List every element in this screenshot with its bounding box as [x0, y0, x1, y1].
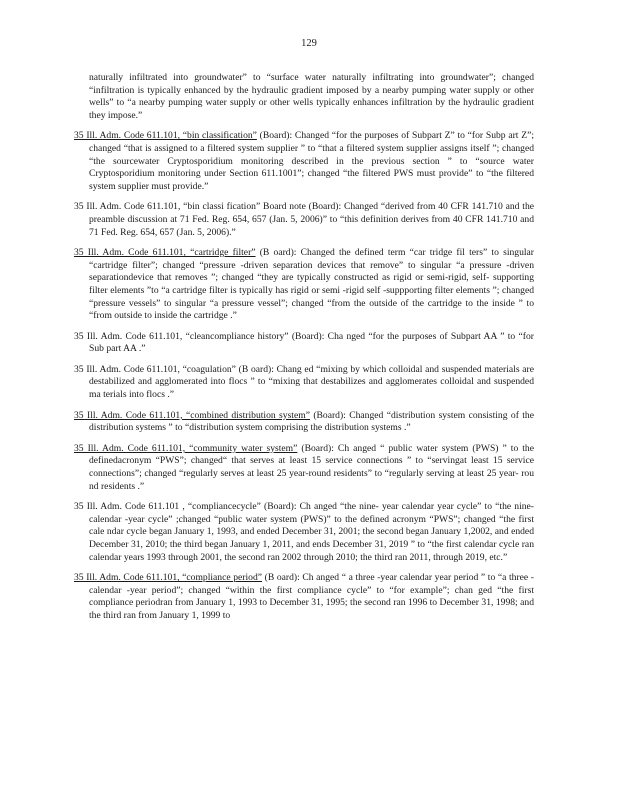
amendment-entry — [74, 201, 534, 239]
entry-text: (Board): Ch anged “ public water system (PWS) ” to the definedacronym “PWS”; changed“ that serves at least 15 service connections ” to “servingat least 15 service connections”; changed “regularly serves at least 25 year-round residents” to “regularly serving at least 25 year- rou nd residents .” — [89, 442, 534, 492]
page-content — [74, 72, 534, 631]
amendment-entry — [74, 443, 534, 493]
entry-citation: 35 Ill. Adm. Code 611.101, “compliance period” — [74, 572, 262, 584]
amendment-entries — [74, 130, 534, 622]
amendment-entry — [74, 247, 534, 323]
entry-text: (Board): Changed “distribution system consisting of the distribution systems ” to “distribution system comprising the distribution systems .” — [89, 409, 534, 434]
entry-citation: 35 Ill. Adm. Code 611.101, “bin classi fication” — [74, 201, 261, 213]
amendment-entry — [74, 130, 534, 193]
amendment-entry — [74, 501, 534, 564]
entry-text: (B oard): Chang ed “mixing by which colloidal and suspended materials are destabilized and agglomerated into flocs ” to “mixing that destabilizes and agglomerates colloidal and suspended ma terials into flocs .” — [89, 363, 534, 401]
entry-citation: 35 Ill. Adm. Code 611.101 , “compliancecycle” — [74, 501, 261, 513]
entry-text: (B oard): Changed the defined term “car tridge fil ters” to singular “cartridge filter”; changed “pressure -driven separation devices that remove” to singular “a pressure -driven separationdevice that removes ”; changed “they are typically constructed as rigid or semi-rigid, self- supporting filter elements ”to “a cartridge filter is typically has rigid or semi -rigid self -suppporting filter elements ”; changed “pressure vessels” to singular “a pressure vessel”; changed “from the outside of the cartridge to the inside ” to “from outside to inside the cartridge .” — [89, 247, 535, 322]
entry-text: (B oard): Ch anged “ a three -year calendar year period ” to “a three -calendar -year period”; changed “within the first compliance cycle” to “for example”; chan ged “the first compliance periodran from January 1, 1993 to December 31, 1995; the second ran 1996 to December 31, 1998; and the third ran from January 1, 1999 to — [89, 572, 534, 621]
entry-text: Board note (Board): Changed “derived from 40 CFR 141.710 and the preamble discussion at 71 Fed. Reg. 654, 657 (Jan. 5, 2006)” to “this definition derives from 40 CFR 141.710 and 71 Fed. Reg. 654, 657 (Jan. 5, 2006).” — [89, 201, 535, 238]
entry-text: (Board): Ch anged “the nine- year calendar year cycle” to “the nine- calendar -year cycle” ;changed “public water system (PWS)” to the defined acronym “PWS”; changed “the first cale ndar cycle began January 1, 1993, and ended December 31, 2001; the second began January 1,2002, and ended December 31, 2010; the third began January 1, 2011, and ends December 31, 2019 ” to “the first calendar cycle ran calendar years 1993 through 2001, the second ran 2002 through 2010; the third ran 2011, through 2019, etc.” — [89, 501, 534, 563]
amendment-entry — [74, 572, 534, 622]
entry-text: (Board): Cha nged “for the purposes of Subpart AA ” to “for Sub part AA .” — [89, 330, 534, 355]
entry-citation: 35 Ill. Adm. Code 611.101, “cleancompliance history” — [74, 330, 289, 342]
continuation-paragraph: naturally infiltrated into groundwater” to “surface water naturally infiltrating into groundwater”; changed “infiltration is typically enhanced by the hydraulic gradient imposed by a nearby pumping water supply or other wells” to “a nearby pumping water supply or other wells typically enhances infiltration by the hydraulic gradient they impose.” — [89, 72, 534, 121]
entry-citation: 35 Ill. Adm. Code 611.101, “coagulation” — [74, 363, 236, 375]
amendment-entry — [74, 410, 534, 435]
entry-citation: 35 Ill. Adm. Code 611.101, “cartridge filter” — [74, 247, 256, 259]
entry-citation: 35 Ill. Adm. Code 611.101, “community water system” — [74, 442, 298, 454]
amendment-entry — [74, 364, 534, 402]
amendment-entry — [74, 331, 534, 356]
entry-citation: 35 Ill. Adm. Code 611.101, “combined distribution system” — [74, 409, 310, 421]
entry-text: (Board): Changed “for the purposes of Subpart Z” to “for Subp art Z”; changed “that is assigned to a filtered system supplier ” to “that a filtered system supplier assigns itself ”; changed “the sourcewater Cryptosporidium monitoring described in the previous section ” to “source water Cryptosporidium monitoring under Section 611.1001”; changed “the filtered PWS must provide” to “the filtered system supplier must provide.” — [89, 130, 534, 192]
entry-citation: 35 Ill. Adm. Code 611.101, “bin classification” — [74, 130, 257, 142]
page-number: 129 — [301, 38, 317, 49]
